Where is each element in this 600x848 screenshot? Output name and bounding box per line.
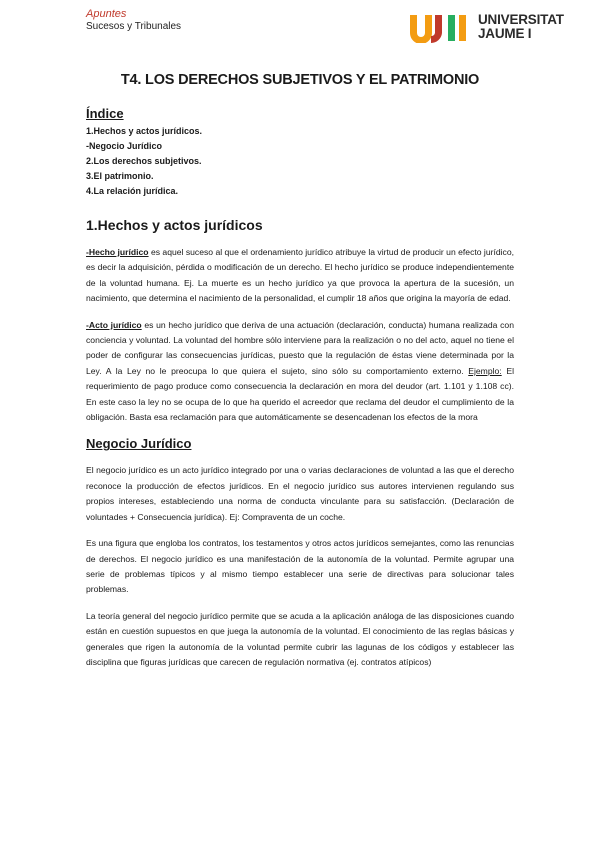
- index-heading: Índice: [86, 106, 124, 121]
- paragraph-hecho-juridico: [86, 245, 514, 307]
- uji-logo-icon: [410, 13, 472, 43]
- university-name-line1: UNIVERSITAT: [478, 12, 564, 27]
- index-item: -Negocio Jurídico: [86, 141, 163, 151]
- term-acto-juridico: -Acto jurídico: [86, 319, 142, 330]
- document-body: [86, 72, 514, 681]
- section-heading: 1.Hechos y actos jurídicos: [86, 217, 263, 233]
- course-name: Sucesos y Tribunales: [86, 21, 182, 32]
- index-item: 4.La relación jurídica.: [86, 186, 179, 196]
- subsection-heading: Negocio Jurídico: [86, 436, 192, 452]
- index-list: [86, 124, 514, 199]
- paragraph-text: es un hecho jurídico que deriva de una actuación (declaración, conducta) humana realizada con conciencia y voluntad. La voluntad del hombre sólo interviene para la realización o no del acto, aquel no tiene el poder de configurar las consecuencias jurídicas, puesto que la regulación de éstas viene determinada por la Ley. A la Ley no le preocupa lo que quiera el sujeto, sino sólo su comportamiento externo.: [86, 319, 514, 376]
- paragraph-negocio-3: La teoría general del negocio jurídico permite que se acuda a la aplicación análoga de las disposiciones cuando están en cuestión supuestos en que juega la autonomía de la voluntad. El conocimiento de las reglas básicas y generales que rigen la autonomía de la voluntad permite cubrir las lagunas de los códigos y establecer las disciplina que figuras jurídicas que carecen de regulación normativa (ej. contratos atípicos): [86, 610, 514, 667]
- index-item: 2.Los derechos subjetivos.: [86, 156, 202, 166]
- university-name: [478, 13, 564, 41]
- term-hecho-juridico: -Hecho jurídico: [86, 247, 149, 257]
- paragraph-text: es aquel suceso al que el ordenamiento jurídico atribuye la virtud de producir un efecto jurídico, es decir la adquisición, pérdida o modificación de un derecho. El hecho jurídico se produce independientemente de la voluntad humana. Ej. La muerte es un hecho jurídico ya que provoca la apertura de la sucesión, un nacimiento, que determina el nacimiento de la personalidad, el cumplir 18 años que origina la mayoría de edad.: [86, 247, 515, 304]
- index-item: 3.El patrimonio.: [86, 171, 154, 181]
- index-item: 1.Hechos y actos jurídicos.: [86, 126, 203, 136]
- paragraph-acto-juridico: [86, 318, 514, 426]
- page-header: [0, 0, 600, 50]
- document-title: T4. LOS DERECHOS SUBJETIVOS Y EL PATRIMONIO: [120, 72, 480, 88]
- university-logo: [410, 13, 578, 45]
- paragraph-negocio-2: Es una figura que engloba los contratos, los testamentos y otros actos jurídicos semejantes, como las renuncias de derechos. El negocio jurídico es una manifestación de la autonomía de la voluntad. Permite agrupar una serie de problemas típicos y al mismo tiempo establecer una serie de directivas para solucionar tales problemas.: [86, 538, 514, 595]
- paragraph-negocio-1: El negocio jurídico es un acto jurídico integrado por una o varias declaraciones de voluntad a las que el derecho reconoce la producción de efectos jurídicos. En el negocio jurídico sus autores intervienen regulando sus propios intereses, estableciendo una norma de conducta vinculante para su satisfacción. (Declaración de voluntades + Consecuencia jurídica). Ej: Compraventa de un coche.: [86, 465, 514, 522]
- example-label: Ejemplo:: [468, 365, 502, 376]
- paragraph-text: El requerimiento de pago produce como consecuencia la declaración en mora del deudor (art. 1.101 y 1.108 cc). En este caso la ley no se ocupa de lo que ha querido el acreedor que reclama del deudor el cumplimiento de la obligación. Basta esa reclamación para que automáticamente se desencadenan los efectos de la mora: [86, 365, 514, 423]
- apuntes-label: Apuntes: [86, 8, 127, 20]
- university-name-line2: JAUME I: [478, 26, 532, 41]
